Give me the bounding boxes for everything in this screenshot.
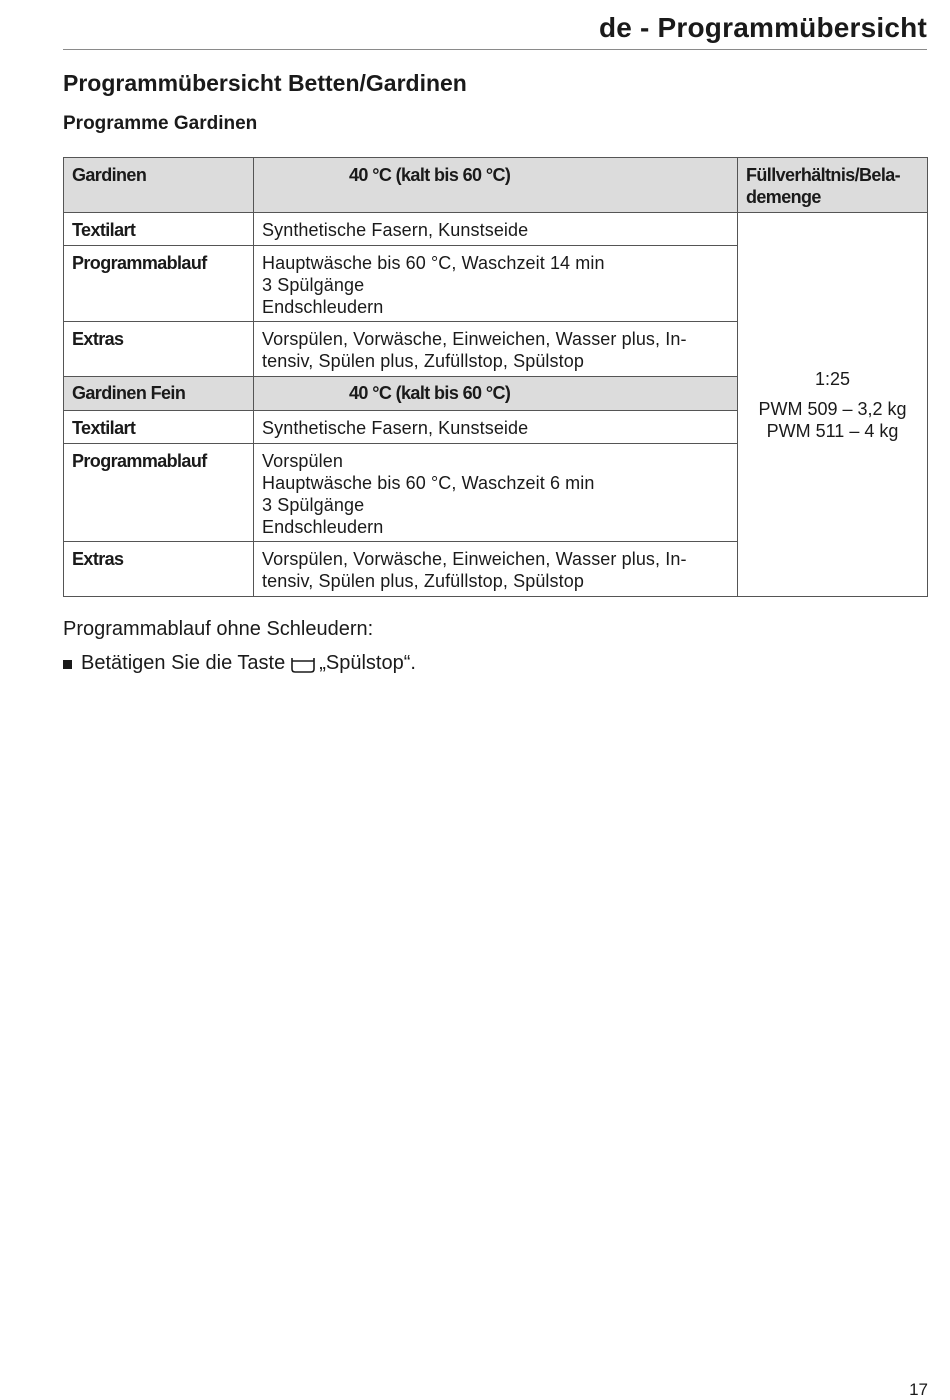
row-value: Synthetische Fasern, Kunstseide	[254, 213, 738, 246]
note-text: Programmablauf ohne Schleudern:	[63, 618, 374, 640]
fill-ratio: 1:25	[814, 368, 851, 389]
program-table	[63, 157, 928, 597]
fill-load-pwm511: PWM 511 – 4 kg	[766, 420, 899, 441]
row-label: Programmablauf	[64, 444, 254, 542]
row-label: Extras	[64, 542, 254, 597]
section-subtitle: Programme Gardinen	[63, 113, 258, 134]
row-label: Programmablauf	[64, 246, 254, 322]
row-label: Textilart	[64, 411, 254, 444]
table-row	[64, 213, 928, 246]
program-header-row	[64, 158, 928, 213]
row-value: Vorspülen Hauptwäsche bis 60 °C, Waschzeit 6 min 3 Spülgänge Endschleudern	[254, 444, 738, 542]
instruction-bullet	[63, 652, 416, 675]
page-number: 17	[909, 1380, 928, 1399]
instruction-prefix: Betätigen Sie die Taste	[81, 652, 286, 674]
rinse-hold-tub-icon	[291, 656, 315, 672]
fill-load-pwm509: PWM 509 – 3,2 kg	[758, 398, 907, 419]
program-name: Gardinen Fein	[64, 377, 254, 411]
bullet-square-icon	[63, 660, 72, 669]
row-value: Vorspülen, Vorwäsche, Einweichen, Wasser plus, In- tensiv, Spülen plus, Zufüllstop, Spülstop	[254, 542, 738, 597]
program-name: Gardinen	[64, 158, 254, 213]
program-temperature: 40 °C (kalt bis 60 °C)	[254, 158, 738, 213]
program-temperature: 40 °C (kalt bis 60 °C)	[254, 377, 738, 411]
page-header	[63, 12, 927, 50]
row-label: Extras	[64, 322, 254, 377]
row-value: Hauptwäsche bis 60 °C, Waschzeit 14 min 3 Spülgänge Endschleudern	[254, 246, 738, 322]
header-title: de - Programmübersicht	[598, 12, 927, 43]
fill-ratio-cell	[738, 213, 928, 597]
section-title: Programmübersicht Betten/Gardinen	[63, 70, 467, 96]
row-label: Textilart	[64, 213, 254, 246]
row-value: Synthetische Fasern, Kunstseide	[254, 411, 738, 444]
row-value: Vorspülen, Vorwäsche, Einweichen, Wasser plus, In- tensiv, Spülen plus, Zufüllstop, Spülstop	[254, 322, 738, 377]
fill-ratio-header: Füllverhältnis/Bela- demenge	[738, 158, 928, 213]
instruction-suffix: „Spülstop“.	[319, 652, 416, 674]
